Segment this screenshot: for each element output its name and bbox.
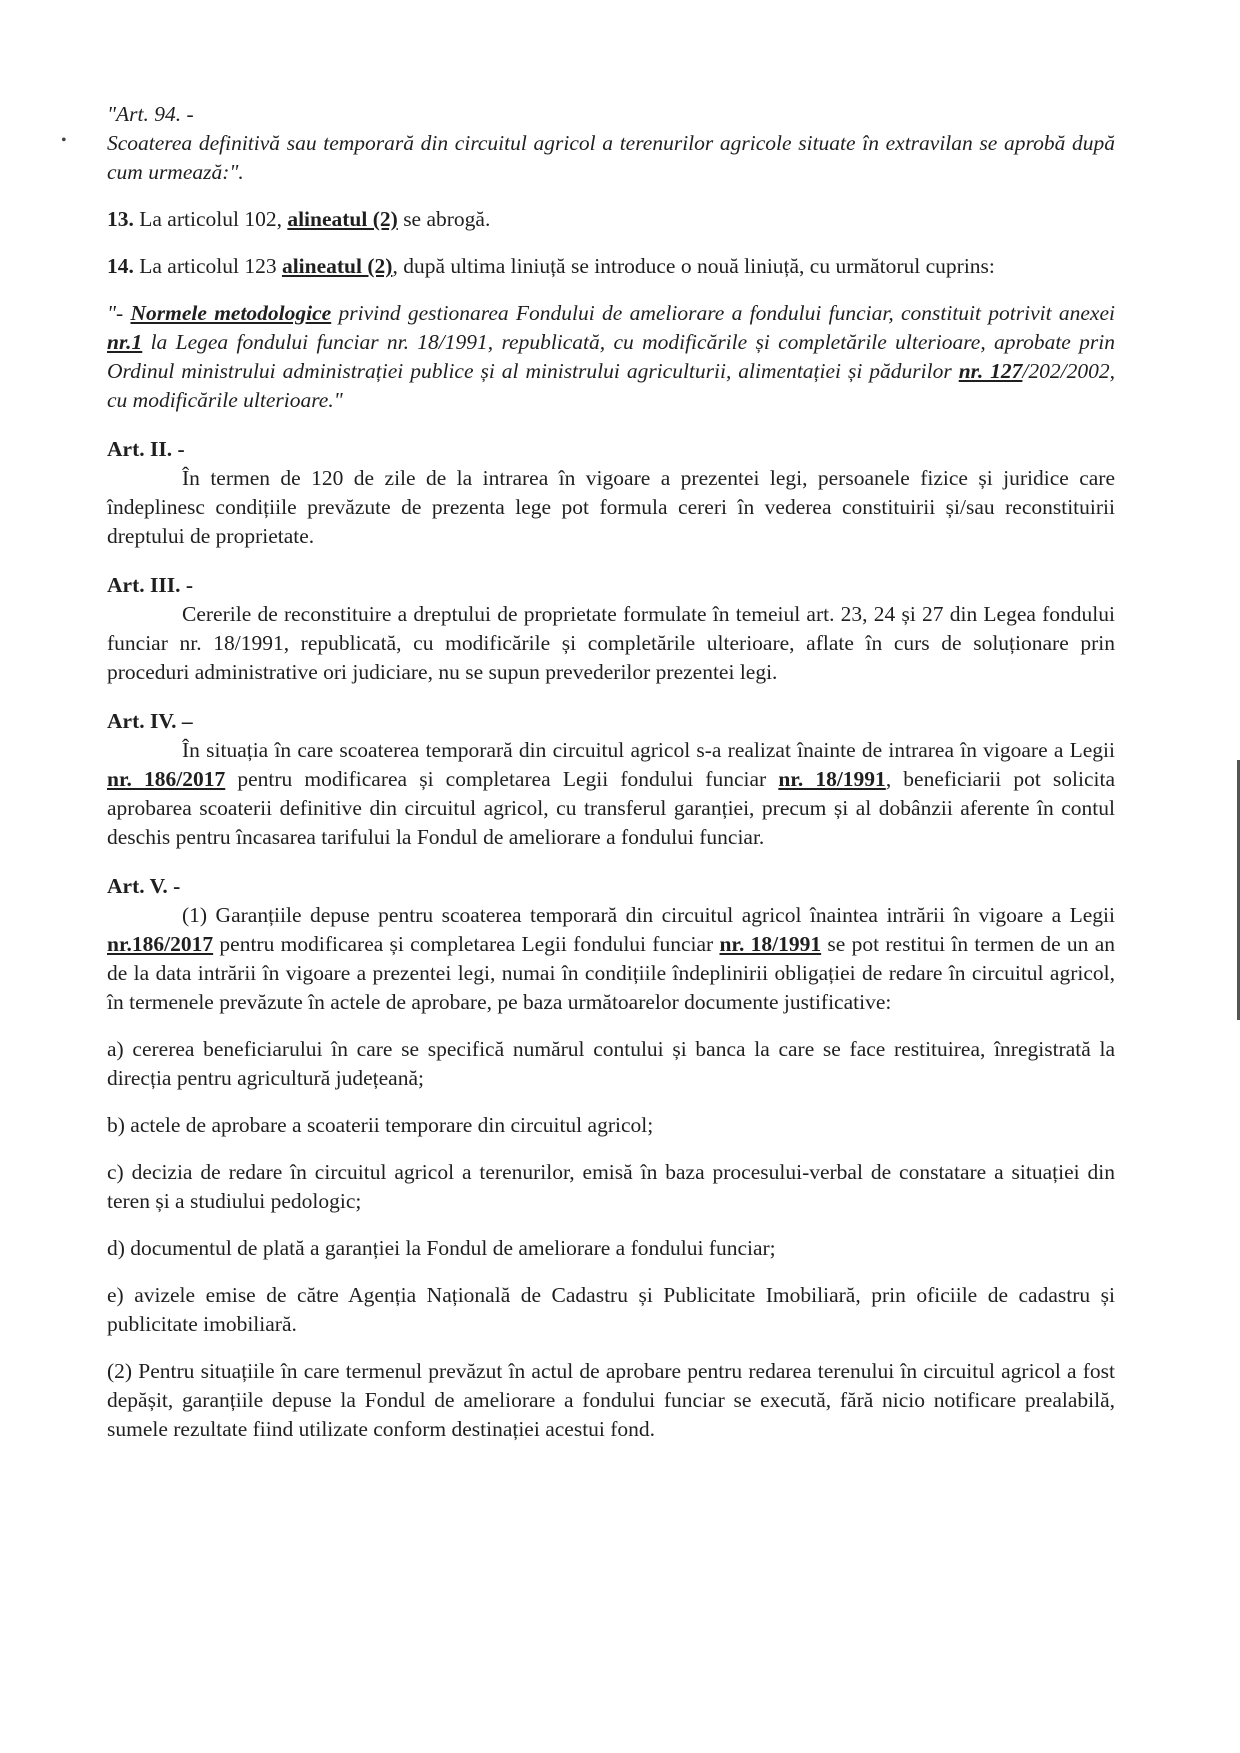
scan-mark: • xyxy=(61,132,67,149)
link-legea-186-2017[interactable]: nr. 186/2017 xyxy=(107,767,226,791)
list-item-b: b) actele de aprobare a scoaterii temporare din circuitul agricol; xyxy=(107,1113,654,1137)
link-alineatul-2-art102[interactable]: alineatul (2) xyxy=(287,207,398,231)
art3-text: Cererile de reconstituire a dreptului de proprietate formulate în temeiul art. 23, 24 și 27 din Legea fondului funciar nr. 18/1991, republicată, cu modificările și completările ulterioare, aflate în curs de soluționare prin proceduri administrative ori judiciare, nu se supun prevederilor prezentei legi. xyxy=(107,602,1115,684)
link-anexa-nr1[interactable]: nr.1 xyxy=(107,330,143,354)
point-13: 13. La articolul 102, alineatul (2) se abrogă. xyxy=(107,207,491,231)
link-legea-186-2017-art5[interactable]: nr.186/2017 xyxy=(107,932,214,956)
art94-title: "Art. 94. - xyxy=(107,102,194,126)
link-alineatul-2-art123[interactable]: alineatul (2) xyxy=(281,254,393,278)
link-ordin-nr127[interactable]: nr. 127 xyxy=(958,359,1023,383)
list-item-e: e) avizele emise de către Agenția Națională de Cadastru și Publicitate Imobiliară, prin oficiile de cadastru și publicitate imobiliară. xyxy=(107,1283,1115,1336)
art4-title: Art. IV. – xyxy=(107,709,193,733)
art3-title: Art. III. - xyxy=(107,573,193,597)
list-item-c: c) decizia de redare în circuitul agricol a terenurilor, emisă în baza procesului-verbal de constatare a situației din teren și a studiului pedologic; xyxy=(107,1160,1115,1213)
quoted-amendment: "- Normele metodologice privind gestionarea Fondului de ameliorare a fondului funciar, constituit potrivit anexei nr.1 la Legea fondului funciar nr. 18/1991, republicată, cu modificările și completările ulterioare, aprobate prin Ordinul ministrului administrației publice și al ministrului agriculturii, alimentației și pădurilor nr. 127/202/2002, cu modificările ulterioare." xyxy=(107,301,1115,412)
art2-text: În termen de 120 de zile de la intrarea în vigoare a prezentei legi, persoanele fizice și juridice care îndeplinesc condițiile prevăzute de prezenta lege pot formula cereri în vederea constituirii și/sau reconstituirii dreptului de proprietate. xyxy=(107,466,1115,548)
list-item-d: d) documentul de plată a garanției la Fondul de ameliorare a fondului funciar; xyxy=(107,1236,776,1260)
document-page xyxy=(107,100,1115,1444)
link-legea-18-1991-art5[interactable]: nr. 18/1991 xyxy=(719,932,822,956)
art5-title: Art. V. - xyxy=(107,874,181,898)
link-legea-18-1991[interactable]: nr. 18/1991 xyxy=(778,767,886,791)
point-14-number: 14. xyxy=(107,254,134,278)
list-item-a: a) cererea beneficiarului în care se specifică numărul contului și banca la care se face restituirea, înregistrată la direcția pentru agricultură județeană; xyxy=(107,1037,1115,1090)
point-13-number: 13. xyxy=(107,207,134,231)
art4-text: În situația în care scoaterea temporară din circuitul agricol s-a realizat înainte de intrarea în vigoare a Legii nr. 186/2017 pentru modificarea și completarea Legii fondului funciar nr. 18/1991, beneficiarii pot solicita aprobarea scoaterii definitive din circuitul agricol, cu transferul garanției, precum și al dobânzii aferente în contul deschis pentru încasarea tarifului la Fondul de ameliorare a fondului funciar. xyxy=(107,738,1116,849)
art5-para2: (2) Pentru situațiile în care termenul prevăzut în actul de aprobare pentru redarea terenului în circuitul agricol a fost depășit, garanțiile depuse la Fondul de ameliorare a fondului funciar se execută, fără nicio notificare prealabilă, sumele rezultate fiind utilizate conform destinației acestui fond. xyxy=(107,1359,1115,1441)
point-14: 14. La articolul 123 alineatul (2), după ultima liniuță se introduce o nouă liniuță, cu următorul cuprins: xyxy=(107,254,995,278)
link-normele-metodologice[interactable]: Normele metodologice xyxy=(130,301,332,325)
art94-text: Scoaterea definitivă sau temporară din circuitul agricol a terenurilor agricole situate în extravilan se aprobă după cum urmează:". xyxy=(107,131,1115,184)
art2-title: Art. II. - xyxy=(107,437,185,461)
art5-para1: (1) Garanțiile depuse pentru scoaterea temporară din circuitul agricol înaintea intrării în vigoare a Legii nr.186/2017 pentru modificarea și completarea Legii fondului funciar nr. 18/1991 se pot restitui în termen de un an de la data intrării în vigoare a prezentei legi, numai în condițiile îndeplinirii obligației de redare în circuitul agricol, în termenele prevăzute în actele de aprobare, pe baza următoarelor documente justificative: xyxy=(107,903,1116,1014)
